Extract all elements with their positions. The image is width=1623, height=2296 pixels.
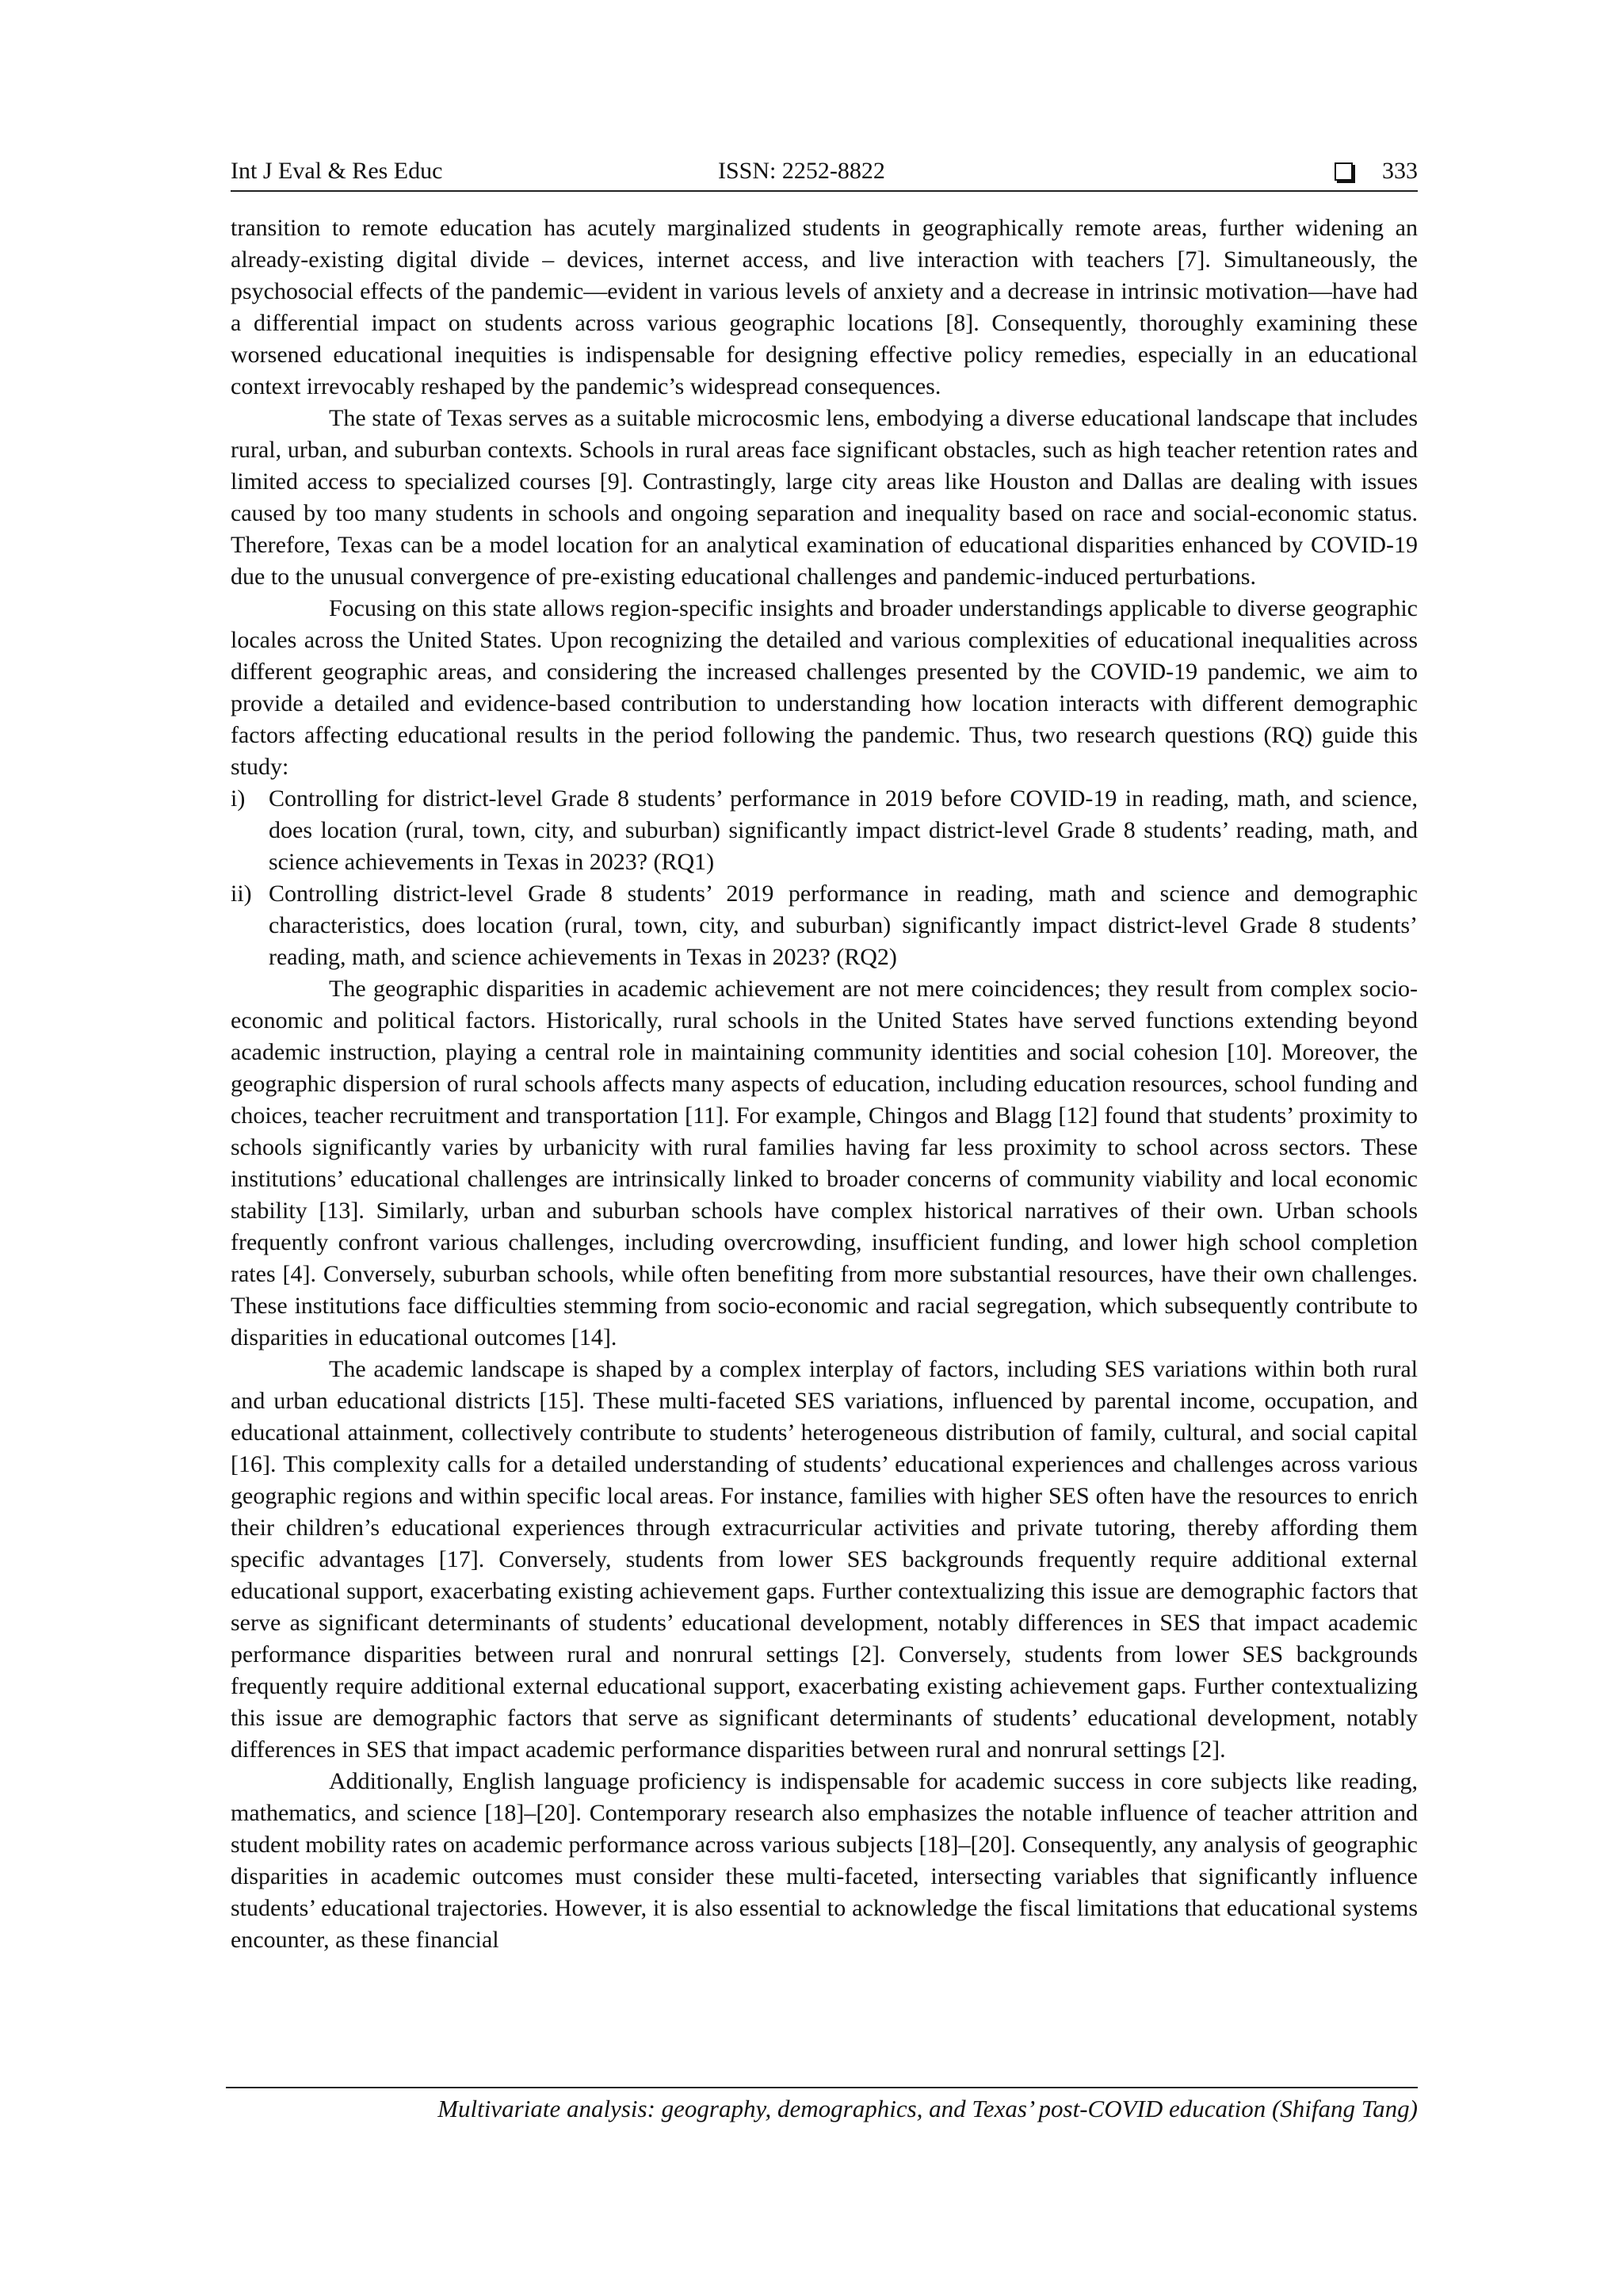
- list-marker: i): [231, 785, 246, 812]
- paragraph: Focusing on this state allows region-specific insights and broader understandings applicable to diverse geographic locales across the United States. Upon recognizing the detailed and various complexities of educational inequalities across different geographic areas, and considering the increased challenges presented by the COVID-19 pandemic, we aim to provide a detailed and evidence-based contribution to understanding how location interacts with different demographic factors affecting educational results in the period following the pandemic. Thus, two research questions (RQ) guide this study:: [231, 595, 1418, 780]
- page-header: [231, 155, 1418, 192]
- list-item: [231, 783, 1418, 878]
- paragraph: The academic landscape is shaped by a complex interplay of factors, including SES variations within both rural and urban educational districts [15]. These multi-faceted SES variations, influenced by parental income, occupation, and educational attainment, collectively contribute to students’ heterogeneous distribution of family, cultural, and social capital [16]. This complexity calls for a detailed understanding of students’ educational experiences and challenges across various geographic regions and within specific local areas. For instance, families with higher SES often have the resources to enrich their children’s educational experiences through extracurricular activities and private tutoring, thereby affording them specific advantages [17]. Conversely, students from lower SES backgrounds frequently require additional external educational support, exacerbating existing achievement gaps. Further contextualizing this issue are demographic factors that serve as significant determinants of students’ educational development, notably differences in SES that impact academic performance disparities between rural and nonrural settings [2]. Conversely, students from lower SES backgrounds frequently require additional external educational support, exacerbating existing achievement gaps. Further contextualizing this issue are demographic factors that serve as significant determinants of students’ educational development, notably differences in SES that impact academic performance disparities between rural and nonrural settings [2].: [231, 1356, 1418, 1763]
- page-number: 333: [1382, 158, 1418, 184]
- article-body: [231, 212, 1418, 1956]
- paragraph: transition to remote education has acutely marginalized students in geographically remote areas, further widening an already-existing digital divide – devices, internet access, and live interaction with teachers [7]. Simultaneously, the psychosocial effects of the pandemic—evident in various levels of anxiety and a decrease in intrinsic motivation—have had a differential impact on students across various geographic locations [8]. Consequently, thoroughly examining these worsened educational inequities is indispensable for designing effective policy remedies, especially in an educational context irrevocably reshaped by the pandemic’s widespread consequences.: [231, 215, 1418, 399]
- issn: ISSN: 2252-8822: [718, 158, 885, 184]
- paragraph: The geographic disparities in academic achievement are not mere coincidences; they result from complex socio-economic and political factors. Historically, rural schools in the United States have served functions extending beyond academic instruction, playing a central role in maintaining community identities and social cohesion [10]. Moreover, the geographic dispersion of rural schools affects many aspects of education, including education resources, school funding and choices, teacher recruitment and transportation [11]. For example, Chingos and Blagg [12] found that students’ proximity to schools significantly varies by urbanicity with rural families having far less proximity to school across sectors. These institutions’ educational challenges are intrinsically linked to broader concerns of community viability and local economic stability [13]. Similarly, urban and suburban schools have complex historical narratives of their own. Urban schools frequently confront various challenges, including overcrowding, insufficient funding, and lower high school completion rates [4]. Conversely, suburban schools, while often benefiting from more substantial resources, have their own challenges. These institutions face difficulties stemming from socio-economic and racial segregation, which subsequently contribute to disparities in educational outcomes [14].: [231, 976, 1418, 1350]
- paragraph: The state of Texas serves as a suitable microcosmic lens, embodying a diverse educational landscape that includes rural, urban, and suburban contexts. Schools in rural areas face significant obstacles, such as high teacher retention rates and limited access to specialized courses [9]. Contrastingly, large city areas like Houston and Dallas are dealing with issues caused by too many students in schools and ongoing separation and inequality based on race and social-economic status. Therefore, Texas can be a model location for an analytical examination of educational disparities enhanced by COVID-19 due to the unusual convergence of pre-existing educational challenges and pandemic-induced perturbations.: [231, 405, 1418, 590]
- running-title: Multivariate analysis: geography, demographics, and Texas’ post-COVID education (Shifang Tang): [437, 2095, 1418, 2122]
- paragraph: Additionally, English language proficiency is indispensable for academic success in core subjects like reading, mathematics, and science [18]–[20]. Contemporary research also emphasizes the notable influence of teacher attrition and student mobility rates on academic performance across various subjects [18]–[20]. Consequently, any analysis of geographic disparities in academic outcomes must consider these multi-faceted, intersecting variables that significantly influence students’ educational trajectories. However, it is also essential to acknowledge the fiscal limitations that educational systems encounter, as these financial: [231, 1768, 1418, 1953]
- research-question-text: Controlling district-level Grade 8 students’ 2019 performance in reading, math and science and demographic characteristics, does location (rural, town, city, and suburban) significantly impact district-level Grade 8 students’ reading, math, and science achievements in Texas in 2023? (RQ2): [269, 881, 1418, 970]
- journal-name: Int J Eval & Res Educ: [231, 158, 443, 184]
- list-marker: ii): [231, 881, 252, 907]
- checkbox-square-icon: [1335, 162, 1353, 181]
- research-questions-list: [231, 783, 1418, 973]
- research-question-text: Controlling for district-level Grade 8 students’ performance in 2019 before COVID-19 in reading, math, and science, does location (rural, town, city, and suburban) significantly impact district-level Grade 8 students’ reading, math, and science achievements in Texas in 2023? (RQ1): [269, 785, 1418, 875]
- page-footer: [226, 2087, 1418, 2125]
- list-item: [231, 878, 1418, 973]
